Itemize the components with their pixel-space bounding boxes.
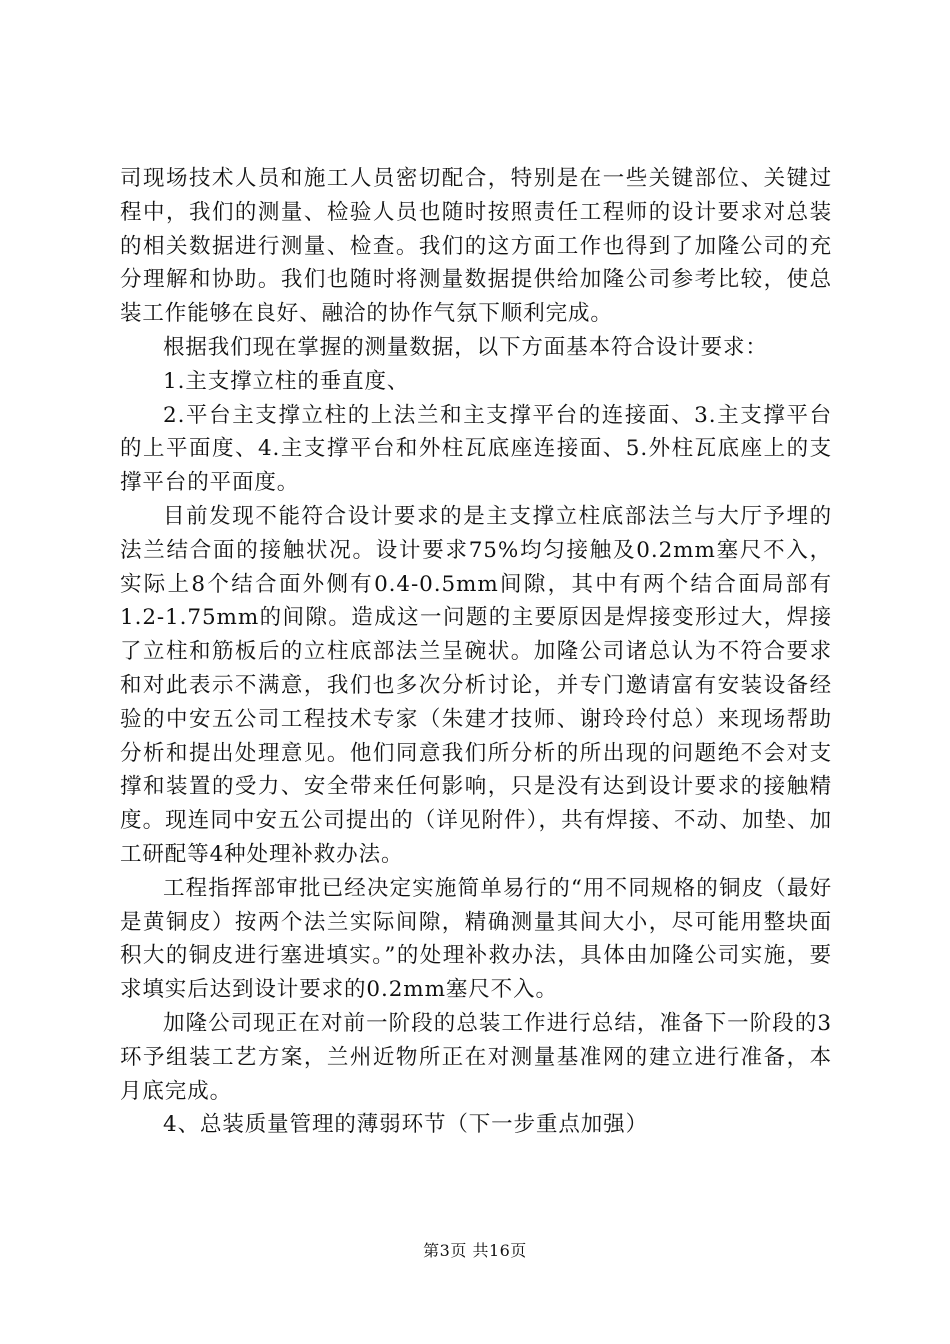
paragraph-decision: 工程指挥部审批已经决定实施简单易行的“用不同规格的铜皮（最好是黄铜皮）按两个法兰实际间隙，精确测量其间大小，尽可能用整块面积大的铜皮进行塞进填实。”的处理补救办法，具体由加隆公司实施，要求填实后达到设计要求的0.2mm塞尺不入。 [120,875,832,1003]
paragraph-2: 根据我们现在掌握的测量数据，以下方面基本符合设计要求： [163,334,768,360]
document-body [120,162,832,1142]
list-item-2-5: 2.平台主支撑立柱的上法兰和主支撑平台的连接面、3.主支撑平台的上平面度、4.主支撑平台和外柱瓦底座连接面、5.外柱瓦底座上的支撑平台的平面度。 [120,402,832,496]
paragraph-1: 司现场技术人员和施工人员密切配合，特别是在一些关键部位、关键过程中，我们的测量、检验人员也随时按照责任工程师的设计要求对总装的相关数据进行测量、检查。我们的这方面工作也得到了加隆公司的充分理解和协助。我们也随时将测量数据提供给加隆公司参考比较，使总装工作能够在良好、融洽的协作气氛下顺利完成。 [120,166,832,327]
page-number-footer: 第3页 共16页 [423,1241,527,1260]
paragraph-issue: 目前发现不能符合设计要求的是主支撑立柱底部法兰与大厅予埋的法兰结合面的接触状况。设计要求75%均匀接触及0.2mm塞尺不入，实际上8个结合面外侧有0.4-0.5mm间隙，其中有两个结合面局部有1.2-1.75mm的间隙。造成这一问题的主要原因是焊接变形过大，焊接了立柱和筋板后的立柱底部法兰呈碗状。加隆公司诸总认为不符合要求和对此表示不满意，我们也多次分析讨论，并专门邀请富有安装设备经验的中安五公司工程技术专家（朱建才技师、谢玲玲付总）来现场帮助分析和提出处理意见。他们同意我们所分析的所出现的问题绝不会对支撑和装置的受力、安全带来任何影响，只是没有达到设计要求的接触精度。现连同中安五公司提出的（详见附件），共有焊接、不动、加垫、加工研配等4种处理补救办法。 [120,503,832,867]
list-item-1: 1.主支撑立柱的垂直度、 [163,368,410,394]
section-heading: 4、总装质量管理的薄弱环节（下一步重点加强） [163,1112,648,1138]
paragraph-next-phase: 加隆公司现正在对前一阶段的总装工作进行总结，准备下一阶段的3环予组装工艺方案，兰州近物所正在对测量基准网的建立进行准备，本月底完成。 [120,1010,832,1104]
